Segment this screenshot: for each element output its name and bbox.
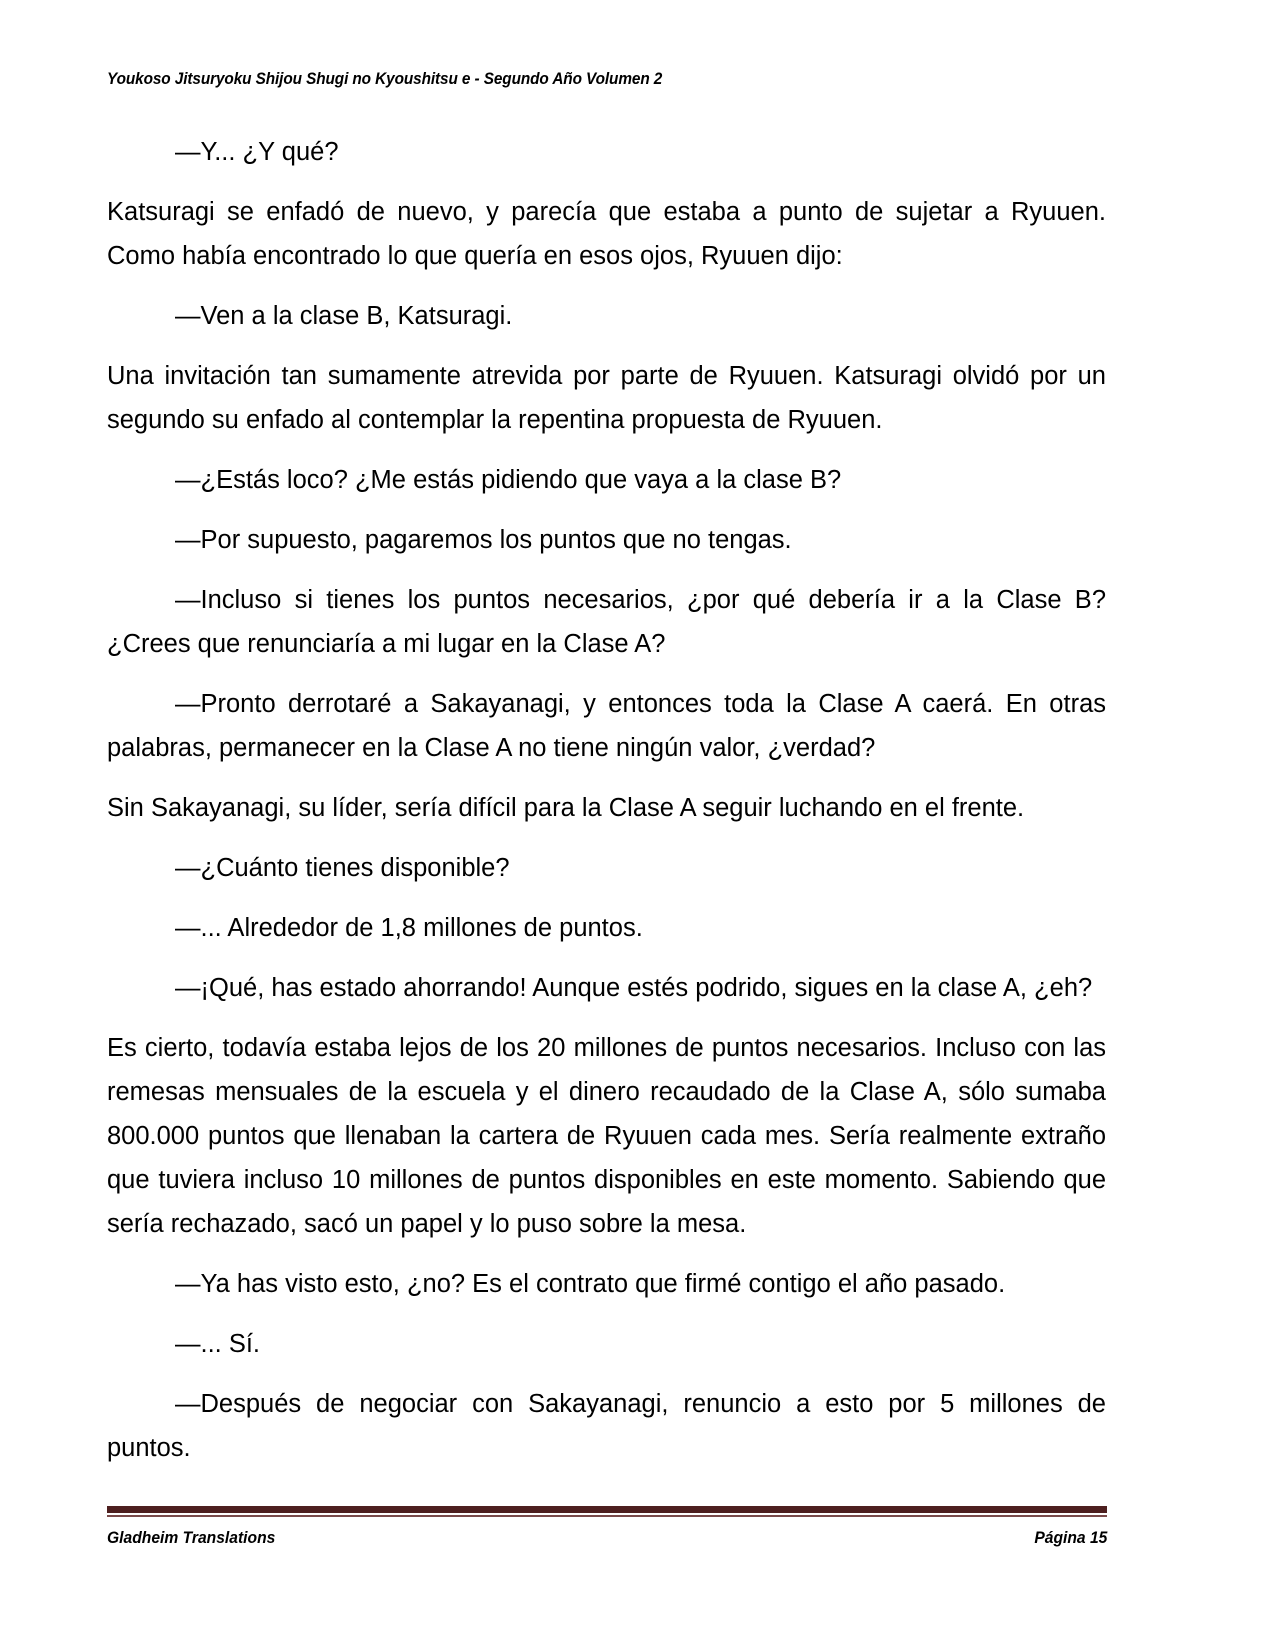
body-paragraph: —Y... ¿Y qué?: [175, 138, 339, 166]
footer-row: [107, 1528, 1107, 1548]
page-footer: [107, 1506, 1107, 1548]
body-paragraph: —¿Estás loco? ¿Me estás pidiendo que vaya a la clase B?: [175, 466, 842, 494]
body-paragraph: —Después de negociar con Sakayanagi, renuncio a esto por 5 millones de puntos.: [107, 1390, 1106, 1462]
book-title: Youkoso Jitsuryoku Shijou Shugi no Kyoushitsu e - Segundo Año Volumen 2: [107, 70, 663, 88]
body-paragraph: —... Alrededor de 1,8 millones de puntos.: [175, 914, 643, 942]
body-paragraph: —Incluso si tienes los puntos necesarios, ¿por qué debería ir a la Clase B? ¿Crees que renunciaría a mi lugar en la Clase A?: [107, 586, 1106, 658]
page-body-text: [107, 130, 1106, 1470]
body-paragraph: —¡Qué, has estado ahorrando! Aunque estés podrido, sigues en la clase A, ¿eh?: [175, 974, 1093, 1002]
body-paragraph: —Pronto derrotaré a Sakayanagi, y entonces toda la Clase A caerá. En otras palabras, permanecer en la Clase A no tiene ningún valor, ¿verdad?: [107, 690, 1106, 762]
footer-rule-thin: [107, 1515, 1107, 1517]
translation-group-label: Gladheim Translations: [107, 1528, 276, 1547]
body-paragraph: —¿Cuánto tienes disponible?: [175, 854, 510, 882]
body-paragraph: —... Sí.: [175, 1330, 261, 1358]
body-paragraph: —Ya has visto esto, ¿no? Es el contrato que firmé contigo el año pasado.: [175, 1270, 1006, 1298]
body-paragraph: Es cierto, todavía estaba lejos de los 20 millones de puntos necesarios. Incluso con las remesas mensuales de la escuela y el dinero recaudado de la Clase A, sólo sumaba 800.000 puntos que llenaban la cartera de Ryuuen cada mes. Sería realmente extraño que tuviera incluso 10 millones de puntos disponibles en este momento. Sabiendo que sería rechazado, sacó un papel y lo puso sobre la mesa.: [107, 1034, 1106, 1238]
running-header: [107, 70, 1107, 89]
body-paragraph: —Por supuesto, pagaremos los puntos que no tengas.: [175, 526, 792, 554]
page-number-label: Página 15: [1033, 1528, 1107, 1547]
body-paragraph: Sin Sakayanagi, su líder, sería difícil para la Clase A seguir luchando en el frente.: [107, 794, 1025, 822]
body-paragraph: Una invitación tan sumamente atrevida por parte de Ryuuen. Katsuragi olvidó por un segundo su enfado al contemplar la repentina propuesta de Ryuuen.: [107, 362, 1106, 434]
body-paragraph: —Ven a la clase B, Katsuragi.: [175, 302, 513, 330]
footer-rule-thick: [107, 1506, 1107, 1513]
body-paragraph: Katsuragi se enfadó de nuevo, y parecía que estaba a punto de sujetar a Ryuuen. Como había encontrado lo que quería en esos ojos, Ryuuen dijo:: [107, 198, 1106, 270]
